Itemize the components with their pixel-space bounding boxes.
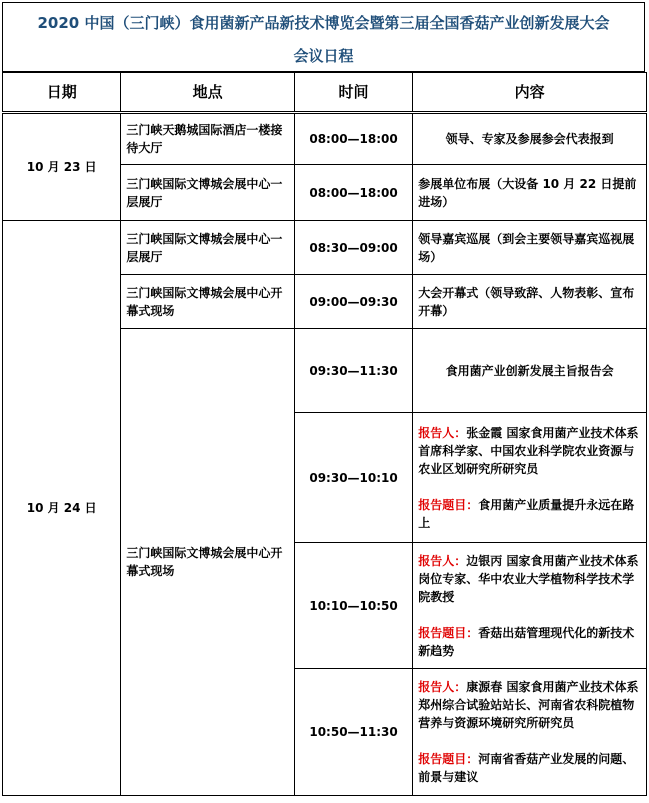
place-cell: 三门峡国际文博城会展中心开幕式现场 bbox=[121, 329, 294, 796]
schedule-table bbox=[2, 72, 647, 796]
header-place: 地点 bbox=[121, 73, 294, 113]
header-time: 时间 bbox=[294, 73, 412, 113]
content-cell: 参展单位布展（大设备 10 月 22 日提前进场） bbox=[413, 165, 647, 221]
topic-label: 报告题目： bbox=[418, 752, 479, 766]
date-cell: 10 月 24 日 bbox=[3, 221, 121, 796]
topic-text: 河南省香菇产业发展的问题、前景与建议 bbox=[418, 752, 635, 784]
content-cell: 领导、专家及参展参会代表报到 bbox=[413, 113, 647, 165]
place-cell: 三门峡国际文博城会展中心一层展厅 bbox=[121, 165, 294, 221]
time-cell: 09:00—09:30 bbox=[294, 275, 412, 329]
table-row bbox=[3, 221, 647, 275]
reporter-block bbox=[418, 552, 641, 606]
date-cell: 10 月 23 日 bbox=[3, 113, 121, 221]
reporter-label: 报告人： bbox=[418, 553, 467, 568]
time-cell: 10:10—10:50 bbox=[294, 543, 412, 669]
topic-label: 报告题目： bbox=[418, 497, 479, 512]
time-cell: 08:00—18:00 bbox=[294, 113, 412, 165]
header-content: 内容 bbox=[413, 73, 647, 113]
table-row bbox=[3, 113, 647, 165]
content-cell bbox=[413, 669, 647, 796]
topic-label: 报告题目： bbox=[418, 625, 479, 640]
topic-text: 食用菌产业质量提升永远在路上 bbox=[418, 497, 635, 530]
content-cell bbox=[413, 413, 647, 543]
topic-block bbox=[418, 496, 641, 532]
content-cell: 食用菌产业创新发展主旨报告会 bbox=[413, 329, 647, 413]
page-subtitle: 会议日程 bbox=[293, 47, 354, 65]
topic-block bbox=[418, 624, 641, 660]
time-cell: 09:30—11:30 bbox=[294, 329, 412, 413]
content-cell: 领导嘉宾巡展（到会主要领导嘉宾巡视展场） bbox=[413, 221, 647, 275]
content-cell: 大会开幕式（领导致辞、人物表彰、宣布开幕） bbox=[413, 275, 647, 329]
title-box bbox=[2, 2, 645, 72]
reporter-block bbox=[418, 424, 641, 478]
place-cell: 三门峡国际文博城会展中心一层展厅 bbox=[121, 221, 294, 275]
reporter-block bbox=[418, 678, 641, 732]
place-cell: 三门峡天鹅城国际酒店一楼接待大厅 bbox=[121, 113, 294, 165]
time-cell: 08:30—09:00 bbox=[294, 221, 412, 275]
reporter-label: 报告人： bbox=[418, 680, 467, 694]
reporter-text: 康源春 国家食用菌产业技术体系郑州综合试验站站长、河南省农科院植物营养与资源环境研究所研究员 bbox=[418, 680, 639, 730]
time-cell: 09:30—10:10 bbox=[294, 413, 412, 543]
header-date: 日期 bbox=[3, 73, 121, 113]
topic-block bbox=[418, 750, 641, 786]
time-cell: 08:00—18:00 bbox=[294, 165, 412, 221]
reporter-text: 张金霞 国家食用菌产业技术体系首席科学家、中国农业科学院农业资源与农业区划研究所研究员 bbox=[418, 425, 639, 476]
place-cell: 三门峡国际文博城会展中心开幕式现场 bbox=[121, 275, 294, 329]
page-title: 2020 中国（三门峡）食用菌新产品新技术博览会暨第三届全国香菇产业创新发展大会 bbox=[37, 14, 610, 32]
reporter-label: 报告人： bbox=[418, 425, 467, 440]
time-cell: 10:50—11:30 bbox=[294, 669, 412, 796]
content-cell bbox=[413, 543, 647, 669]
table-header-row bbox=[3, 73, 647, 113]
reporter-text: 边银丙 国家食用菌产业技术体系岗位专家、华中农业大学植物科学技术学院教授 bbox=[418, 553, 639, 604]
topic-text: 香菇出菇管理现代化的新技术新趋势 bbox=[418, 625, 635, 658]
